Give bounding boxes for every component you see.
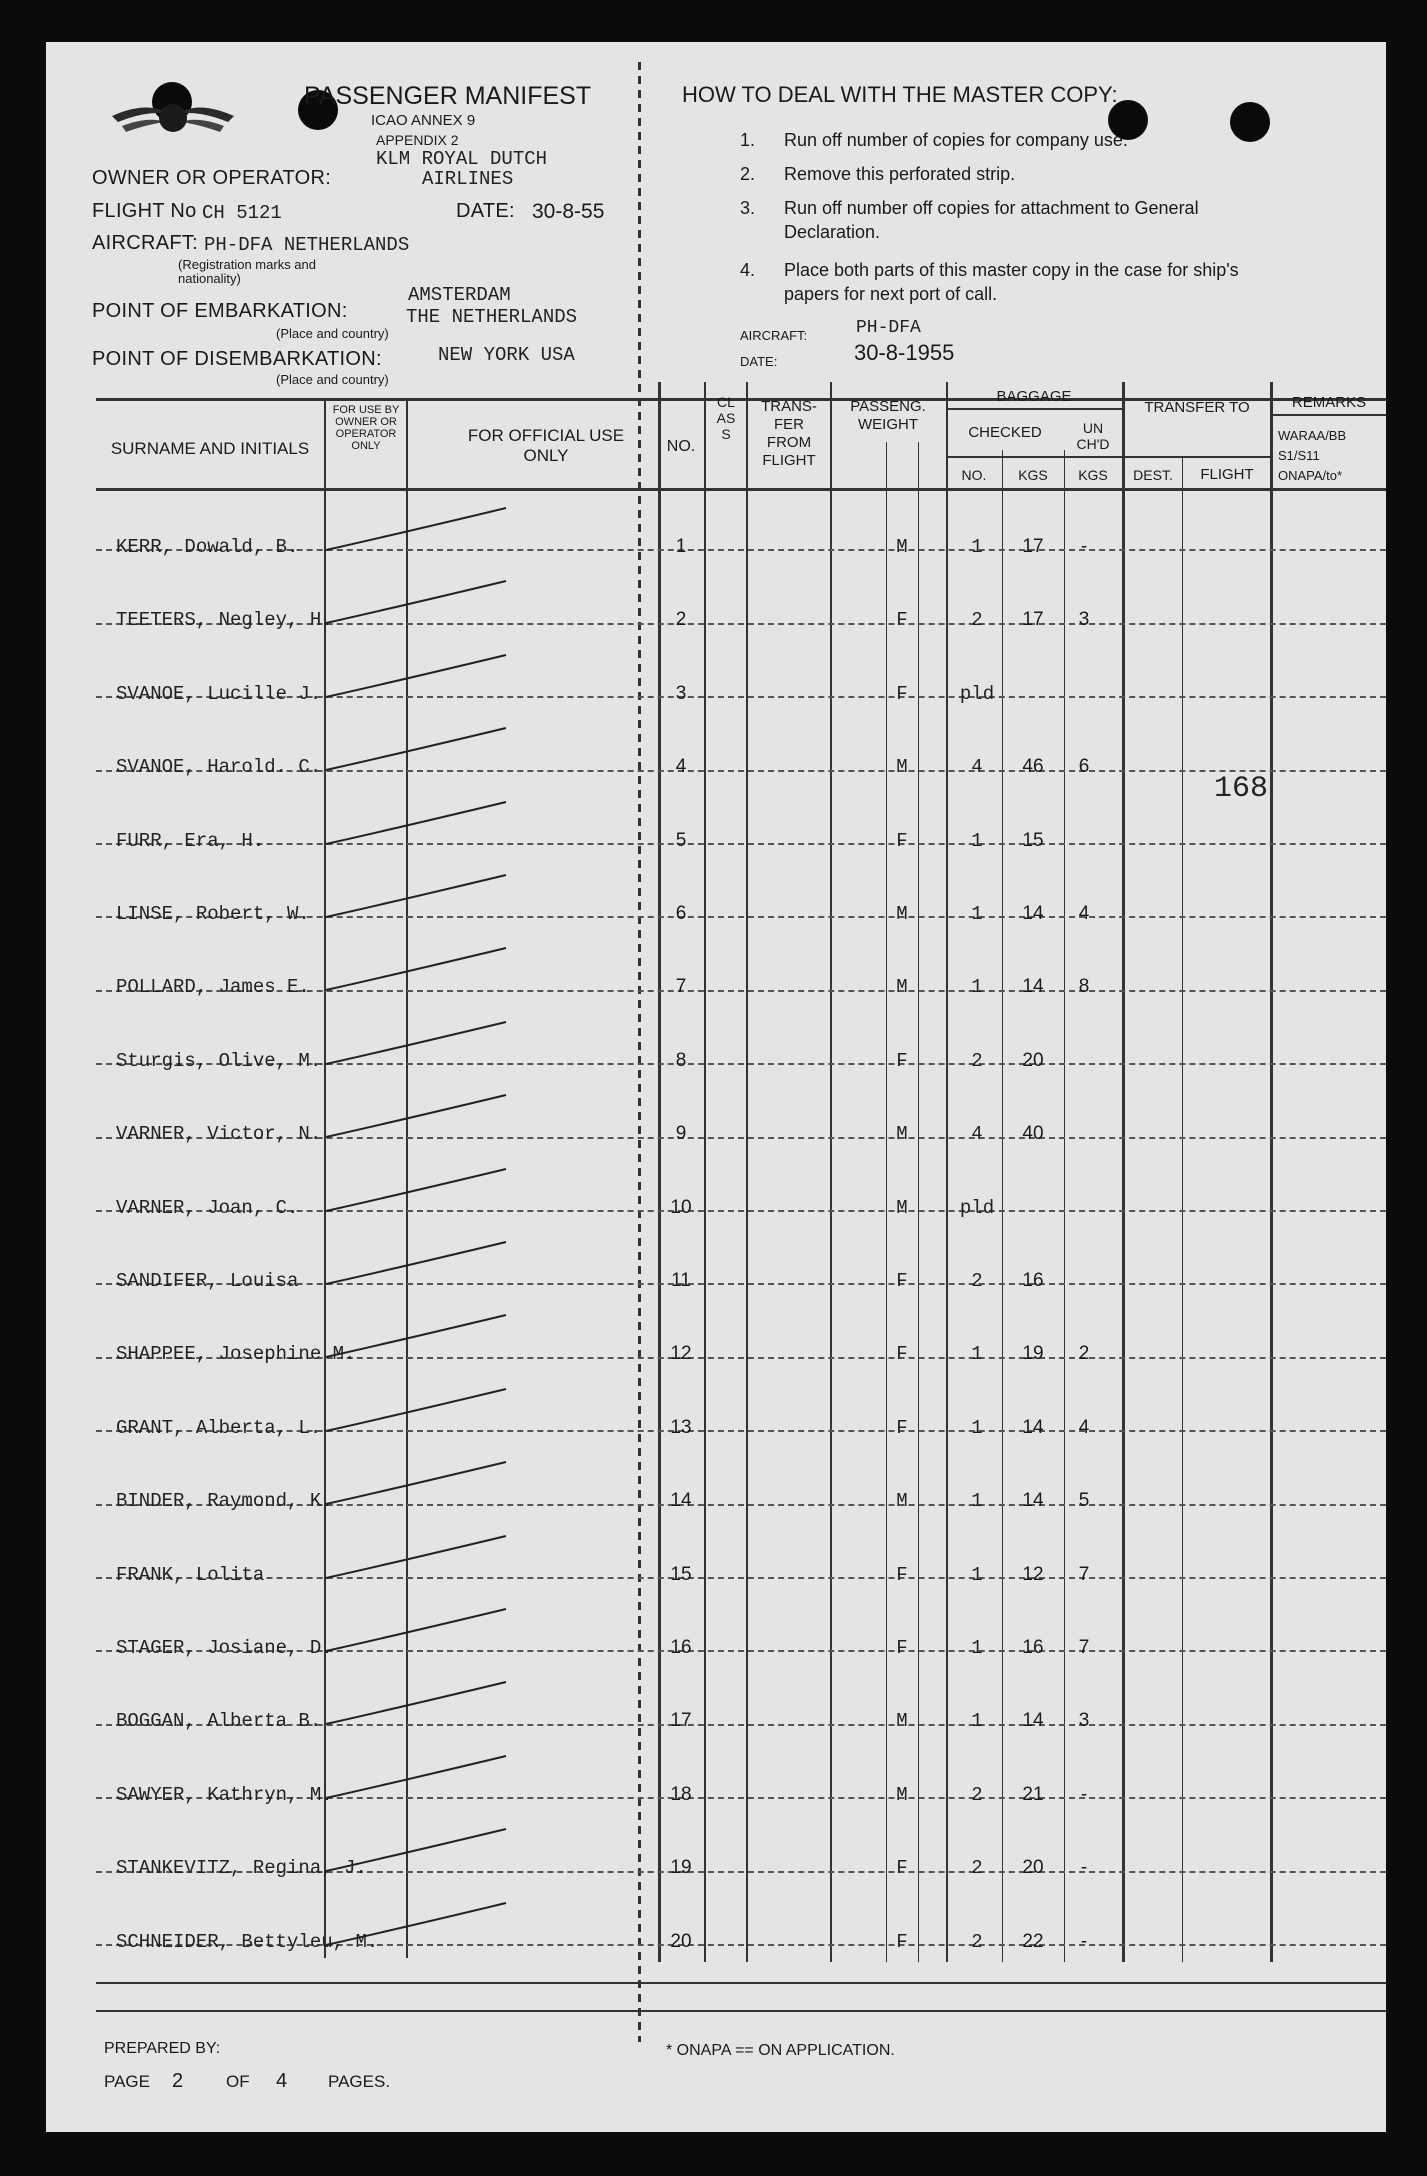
- unchecked-kgs: -: [1080, 1930, 1088, 1952]
- checkmark-stroke-icon: [316, 1089, 536, 1149]
- aircraft-note: (Registration marks and nationality): [178, 257, 316, 286]
- instruction-num: 3.: [740, 198, 756, 218]
- punch-hole: [1230, 102, 1270, 142]
- owner-value-2: AIRLINES: [422, 168, 514, 190]
- right-date-value: 30-8-1955: [854, 340, 955, 365]
- checkmark-stroke-icon: [316, 796, 536, 856]
- bag-kgs: 12: [1022, 1563, 1044, 1585]
- passenger-name: POLLARD, James E.: [116, 976, 310, 999]
- right-aircraft-value: PH-DFA: [856, 318, 921, 338]
- bag-count: 1: [971, 536, 983, 558]
- total-pages: 4: [276, 2070, 288, 2092]
- checkmark-stroke-icon: [316, 1016, 536, 1076]
- owner-value: KLM ROYAL DUTCH: [376, 148, 548, 170]
- passenger-sex: M: [896, 976, 908, 999]
- unchecked-kgs: 3: [1078, 1710, 1090, 1732]
- bag-count: 1: [971, 1563, 983, 1586]
- unchecked-kgs: 7: [1078, 1637, 1090, 1658]
- baggage-subrule: [946, 456, 1122, 458]
- passenger-name: VARNER, Joan, C.: [116, 1196, 299, 1219]
- passenger-sex: F: [896, 1637, 908, 1659]
- passenger-name: LINSE, Robert, W.: [116, 903, 310, 925]
- disembarkation-value: NEW YORK USA: [438, 344, 575, 366]
- bag-count: 4: [971, 1123, 983, 1146]
- disembarkation-note: (Place and country): [276, 372, 389, 387]
- pages-label: PAGES.: [328, 2072, 391, 2091]
- instruction-num: 4.: [740, 260, 756, 280]
- bag-kgs: 40: [1022, 1123, 1044, 1145]
- passenger-sex: F: [896, 1416, 908, 1439]
- unchecked-kgs: 2: [1078, 1343, 1090, 1365]
- flight-number: CH 5121: [202, 202, 282, 224]
- bag-kgs: 14: [1022, 903, 1044, 924]
- bag-count: 2: [971, 1049, 983, 1072]
- passenger-no: 17: [670, 1710, 692, 1732]
- passenger-no: 12: [670, 1343, 692, 1365]
- col-remarks-sub: WARAA/BB S1/S11 ONAPA/to*: [1278, 428, 1347, 483]
- bag-count: 1: [971, 829, 983, 852]
- passenger-no: 6: [675, 903, 687, 924]
- checkmark-stroke-icon: [316, 575, 536, 635]
- passenger-sex: F: [896, 682, 908, 705]
- bag-count: pld: [959, 682, 995, 705]
- passenger-sex: M: [896, 903, 908, 925]
- col-no: NO.: [666, 438, 696, 455]
- checkmark-stroke-icon: [316, 1383, 536, 1443]
- checkmark-stroke-icon: [316, 869, 536, 929]
- passenger-name: FURR, Era, H.: [116, 829, 265, 852]
- bag-kgs: 16: [1022, 1637, 1044, 1658]
- unchecked-kgs: 8: [1078, 976, 1090, 998]
- checkmark-stroke-icon: [316, 1530, 536, 1590]
- col-line: [1064, 450, 1065, 1962]
- passenger-sex: F: [896, 609, 908, 632]
- col-line: [918, 442, 919, 1962]
- col-dest: DEST.: [1133, 467, 1173, 483]
- owner-label: OWNER OR OPERATOR:: [92, 167, 332, 189]
- passenger-no: 4: [675, 756, 687, 778]
- passenger-no: 11: [671, 1270, 691, 1291]
- passenger-sex: F: [896, 1563, 908, 1586]
- appendix: APPENDIX 2: [376, 132, 459, 148]
- onapa-note: * ONAPA == ON APPLICATION.: [666, 2042, 895, 2059]
- instruction-text: Run off number of copies for company use.: [784, 130, 1128, 150]
- passenger-name: KERR, Dowald, B.: [116, 536, 299, 558]
- col-remarks: REMARKS: [1291, 394, 1367, 411]
- transfer-subrule: [1122, 456, 1270, 458]
- bag-count: 2: [971, 1783, 983, 1806]
- form-title: PASSENGER MANIFEST: [304, 82, 592, 110]
- bag-count: 1: [971, 1490, 983, 1513]
- passenger-name: BOGGAN, Alberta B.: [116, 1710, 322, 1733]
- passenger-sex: F: [896, 1049, 908, 1072]
- passenger-sex: M: [896, 1490, 908, 1513]
- bag-kgs: 22: [1022, 1930, 1044, 1952]
- perforated-divider: [638, 62, 641, 2042]
- unchecked-kgs: -: [1080, 536, 1088, 557]
- page-number: 2: [172, 2070, 184, 2092]
- checkmark-stroke-icon: [316, 1236, 536, 1296]
- instruction-text-cont: Declaration.: [784, 222, 881, 242]
- unchecked-kgs: 3: [1078, 609, 1090, 631]
- passenger-name: SVANOE, Harold. C.: [116, 756, 322, 779]
- embarkation-value-2: THE NETHERLANDS: [406, 306, 578, 328]
- passenger-no: 18: [670, 1783, 692, 1805]
- passenger-sex: M: [896, 1710, 908, 1733]
- col-baggage: BAGGAGE: [996, 388, 1072, 405]
- col-owner-use: FOR USE BY OWNER OR OPERATOR ONLY: [332, 404, 400, 452]
- passenger-no: 8: [675, 1049, 687, 1071]
- bag-count: 1: [971, 1637, 983, 1659]
- date-value: 30-8-55: [532, 200, 605, 223]
- flight-label: FLIGHT No: [92, 200, 197, 222]
- bag-kgs: 19: [1022, 1343, 1044, 1365]
- prepared-by: PREPARED BY:: [104, 2040, 221, 2057]
- passenger-no: 7: [675, 976, 687, 998]
- instruction-num: 2.: [740, 164, 756, 184]
- manifest-sheet: [46, 42, 1386, 2132]
- bag-kgs: 14: [1022, 976, 1044, 998]
- checkmark-stroke-icon: [316, 1676, 536, 1736]
- col-unch-kgs: KGS: [1078, 467, 1108, 483]
- table-header-rule: [96, 488, 1386, 491]
- col-unchecked: UN CH'D: [1076, 420, 1110, 452]
- bag-count: pld: [959, 1196, 995, 1219]
- bag-kgs: 14: [1022, 1490, 1044, 1512]
- passenger-no: 13: [670, 1416, 692, 1438]
- unchecked-kgs: 6: [1078, 756, 1090, 778]
- checkmark-stroke-icon: [316, 1823, 536, 1883]
- instruction-text: Place both parts of this master copy in the case for ship's: [784, 260, 1239, 280]
- passenger-name: STANKEVITZ, Regina, J.: [116, 1857, 367, 1880]
- remarks-rule: [1270, 414, 1386, 416]
- checkmark-stroke-icon: [316, 1163, 536, 1223]
- passenger-no: 2: [675, 609, 687, 631]
- page-label: PAGE: [104, 2072, 150, 2091]
- passenger-sex: F: [896, 829, 908, 852]
- passenger-name: FRANK, Lolita: [116, 1563, 265, 1586]
- instruction-text-cont: papers for next port of call.: [784, 284, 998, 304]
- passenger-name: GRANT, Alberta, L.: [116, 1416, 322, 1439]
- instruction-text: Remove this perforated strip.: [784, 164, 1016, 184]
- passenger-no: 15: [670, 1563, 692, 1585]
- passenger-name: VARNER, Victor, N.: [116, 1123, 322, 1146]
- embarkation-value: AMSTERDAM: [408, 284, 511, 306]
- bag-count: 1: [971, 903, 983, 925]
- col-transfer-to: TRANSFER TO: [1144, 399, 1250, 416]
- col-transfer-from: TRANS- FER FROM FLIGHT: [761, 398, 817, 469]
- col-bag-no: NO.: [961, 467, 987, 483]
- checkmark-stroke-icon: [316, 1456, 536, 1516]
- bag-count: 1: [971, 1343, 983, 1366]
- col-class: CLASS: [716, 394, 736, 442]
- passenger-name: SHAPPEE, Josephine M.: [116, 1343, 356, 1366]
- passenger-sex: F: [896, 1930, 908, 1953]
- icao-annex: ICAO ANNEX 9: [371, 112, 476, 129]
- row-dashed-rule: [96, 1577, 1386, 1579]
- bag-kgs: 16: [1022, 1270, 1044, 1291]
- passenger-no: 1: [675, 536, 687, 557]
- row-dashed-rule: [96, 843, 1386, 845]
- bag-kgs: 17: [1022, 609, 1044, 631]
- passenger-sex: F: [896, 1270, 908, 1292]
- bag-kgs: 20: [1022, 1049, 1044, 1071]
- instructions-title: HOW TO DEAL WITH THE MASTER COPY:: [682, 82, 1118, 107]
- col-bag-kgs: KGS: [1018, 467, 1048, 483]
- aircraft-value: PH-DFA NETHERLANDS: [204, 234, 410, 256]
- checkmark-stroke-icon: [316, 942, 536, 1002]
- passenger-name: SAWYER, Kathryn, M.: [116, 1783, 333, 1806]
- margin-number: 168: [1214, 772, 1269, 806]
- passenger-name: SCHNEIDER, Bettyleu, M.: [116, 1930, 379, 1953]
- col-weight: PASSENG. WEIGHT: [850, 398, 926, 433]
- passenger-name: Sturgis, Olive, M.: [116, 1049, 322, 1072]
- bag-kgs: 20: [1022, 1857, 1044, 1879]
- unchecked-kgs: -: [1080, 1783, 1088, 1805]
- bag-count: 1: [971, 976, 983, 999]
- bag-kgs: 46: [1022, 756, 1044, 778]
- passenger-name: STAGER, Josiane, D.: [116, 1637, 333, 1659]
- embarkation-label: POINT OF EMBARKATION:: [92, 300, 348, 322]
- passenger-sex: M: [896, 1123, 908, 1146]
- checkmark-stroke-icon: [316, 1603, 536, 1663]
- unchecked-kgs: 5: [1078, 1490, 1090, 1512]
- checkmark-stroke-icon: [316, 1750, 536, 1810]
- disembarkation-label: POINT OF DISEMBARKATION:: [92, 348, 382, 370]
- passenger-sex: F: [896, 1343, 908, 1366]
- checkmark-stroke-icon: [316, 722, 536, 782]
- passenger-no: 19: [670, 1857, 692, 1879]
- aircraft-label: AIRCRAFT:: [92, 232, 199, 254]
- passenger-sex: M: [896, 756, 908, 779]
- col-official: FOR OFFICIAL USE ONLY: [467, 426, 625, 465]
- instruction-num: 1.: [740, 130, 756, 150]
- bag-count: 1: [971, 1710, 983, 1733]
- bag-count: 2: [971, 1270, 983, 1292]
- airline-wings-logo-icon: [108, 86, 238, 150]
- unchecked-kgs: 4: [1078, 1416, 1090, 1438]
- passenger-sex: F: [896, 1857, 908, 1880]
- of-label: OF: [226, 2072, 250, 2091]
- passenger-no: 3: [675, 682, 687, 704]
- checkmark-stroke-icon: [316, 1897, 536, 1957]
- passenger-sex: M: [896, 1783, 908, 1806]
- col-checked: CHECKED: [968, 424, 1042, 441]
- passenger-no: 16: [670, 1637, 692, 1658]
- bag-count: 2: [971, 609, 983, 632]
- bag-count: 2: [971, 1930, 983, 1953]
- unchecked-kgs: 7: [1078, 1563, 1090, 1585]
- passenger-no: 9: [675, 1123, 687, 1145]
- checkmark-stroke-icon: [316, 502, 536, 562]
- bag-kgs: 14: [1022, 1416, 1044, 1438]
- unchecked-kgs: -: [1080, 1857, 1088, 1879]
- date-label: DATE:: [456, 200, 515, 222]
- passenger-sex: M: [896, 1196, 908, 1219]
- instruction-text: Run off number off copies for attachment to General: [784, 198, 1199, 218]
- checkmark-stroke-icon: [316, 1309, 536, 1369]
- passenger-sex: M: [896, 536, 908, 558]
- bag-kgs: 21: [1022, 1783, 1044, 1805]
- bag-kgs: 14: [1022, 1710, 1044, 1732]
- passenger-no: 20: [670, 1930, 692, 1952]
- table-bottom-rule: [96, 1982, 1386, 1984]
- bag-count: 2: [971, 1857, 983, 1880]
- right-aircraft-label: AIRCRAFT:: [740, 328, 808, 343]
- bag-count: 1: [971, 1416, 983, 1439]
- passenger-name: BINDER, Raymond, K.: [116, 1490, 333, 1513]
- passenger-no: 10: [670, 1196, 692, 1218]
- embarkation-note: (Place and country): [276, 326, 389, 341]
- checkmark-stroke-icon: [316, 649, 536, 709]
- bag-count: 4: [971, 756, 983, 779]
- unchecked-kgs: 4: [1078, 903, 1090, 924]
- col-surname: SURNAME AND INITIALS: [110, 439, 310, 458]
- bag-kgs: 15: [1022, 829, 1044, 851]
- table-bottom-rule: [96, 2010, 1386, 2012]
- passenger-name: SVANOE, Lucille J.: [116, 682, 322, 705]
- col-flight: FLIGHT: [1200, 466, 1254, 483]
- bag-kgs: 17: [1022, 536, 1044, 557]
- passenger-no: 14: [670, 1490, 692, 1512]
- right-date-label: DATE:: [740, 354, 778, 369]
- passenger-no: 5: [675, 829, 687, 851]
- passenger-name: TEETERS, Negley, H.: [116, 609, 333, 632]
- baggage-rule: [946, 408, 1122, 410]
- passenger-name: SANDIFER, Louisa: [116, 1270, 299, 1292]
